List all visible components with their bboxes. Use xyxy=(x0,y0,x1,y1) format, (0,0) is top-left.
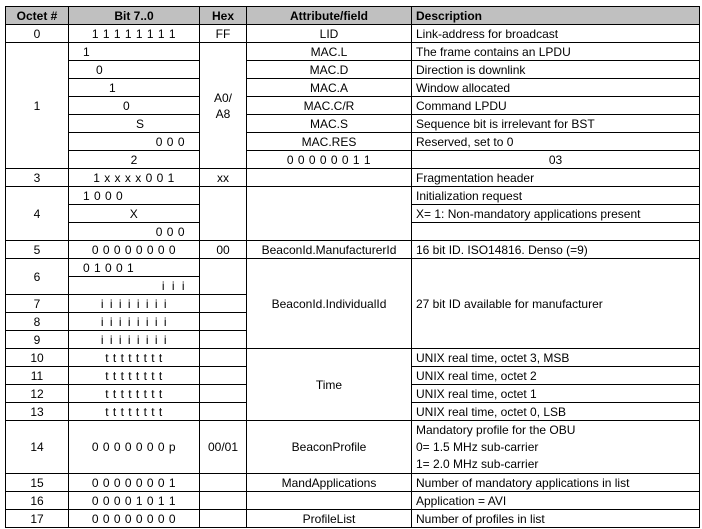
description-cell: 16 bit ID. ISO14816. Denso (=9) xyxy=(412,241,700,259)
table-row xyxy=(6,25,700,43)
hex-cell xyxy=(200,295,247,313)
header-bits: Bit 7..0 xyxy=(69,7,200,25)
bst-frame-table xyxy=(5,6,700,528)
bits-cell: 0 xyxy=(69,97,200,115)
bits-cell: i i i i i i i i xyxy=(69,295,200,313)
hex-cell xyxy=(200,349,247,367)
header-row xyxy=(6,7,700,25)
bits-cell: X xyxy=(69,205,200,223)
hex-cell: FF xyxy=(200,25,247,43)
table-row xyxy=(6,43,700,61)
table-row xyxy=(6,151,700,169)
hex-cell xyxy=(200,259,247,295)
attribute-cell: MAC.RES xyxy=(247,133,412,151)
description-cell xyxy=(412,223,700,241)
hex-cell xyxy=(200,492,247,510)
bits-cell: t t t t t t t t xyxy=(69,367,200,385)
table-row xyxy=(6,133,700,151)
bits-cell: 0 xyxy=(69,61,200,79)
octet-cell: 9 xyxy=(6,331,69,349)
bits-cell: t t t t t t t t xyxy=(69,403,200,421)
hex-cell xyxy=(200,474,247,492)
table-row xyxy=(6,510,700,528)
bst-frame-table-container xyxy=(5,6,700,528)
hex-cell xyxy=(200,331,247,349)
attribute-cell: MAC.A xyxy=(247,79,412,97)
hex-cell: A0/ A8 xyxy=(200,43,247,169)
hex-cell: xx xyxy=(200,169,247,187)
description-cell: Link-address for broadcast xyxy=(412,25,700,43)
table-row xyxy=(6,97,700,115)
table-row xyxy=(6,79,700,97)
octet-cell: 3 xyxy=(6,169,69,187)
attribute-cell: BeaconId.IndividualId xyxy=(247,259,412,349)
hex-cell xyxy=(200,385,247,403)
octet-cell: 14 xyxy=(6,421,69,474)
octet-cell: 16 xyxy=(6,492,69,510)
bits-cell: 0 1 0 0 1 xyxy=(69,259,200,277)
header-attribute: Attribute/field xyxy=(247,7,412,25)
description-cell: Reserved, set to 0 xyxy=(412,133,700,151)
description-cell: The frame contains an LPDU xyxy=(412,43,700,61)
octet-cell: 15 xyxy=(6,474,69,492)
hex-cell xyxy=(200,367,247,385)
bits-cell: i i i xyxy=(69,277,200,295)
octet-cell: 13 xyxy=(6,403,69,421)
octet-cell: 6 xyxy=(6,259,69,295)
bits-cell: 0 0 0 0 1 0 1 1 xyxy=(69,492,200,510)
table-row xyxy=(6,492,700,510)
description-cell: UNIX real time, octet 2 xyxy=(412,367,700,385)
attribute-cell: LID xyxy=(247,25,412,43)
description-cell: Initialization request xyxy=(412,187,700,205)
attribute-cell xyxy=(247,492,412,510)
octet-cell: 7 xyxy=(6,295,69,313)
attribute-cell: ProfileList xyxy=(247,510,412,528)
attribute-cell: Time xyxy=(247,349,412,421)
header-octet: Octet # xyxy=(6,7,69,25)
bits-cell: 0 0 0 xyxy=(69,223,200,241)
bits-cell: t t t t t t t t xyxy=(69,385,200,403)
bits-cell: 1 x x x x 0 0 1 xyxy=(69,169,200,187)
hex-cell: 00 xyxy=(200,241,247,259)
description-cell: Command LPDU xyxy=(412,97,700,115)
description-cell: Number of profiles in list xyxy=(412,510,700,528)
table-row xyxy=(6,474,700,492)
bits-cell: t t t t t t t t xyxy=(69,349,200,367)
description-cell: Mandatory profile for the OBU 0= 1.5 MHz sub-carrier 1= 2.0 MHz sub-carrier xyxy=(412,421,700,474)
table-row xyxy=(6,349,700,367)
attribute-cell: MAC.C/R xyxy=(247,97,412,115)
table-row xyxy=(6,187,700,205)
header-description: Description xyxy=(412,7,700,25)
bits-cell: 0 0 0 0 0 0 1 1 xyxy=(247,151,412,169)
bits-cell: 1 0 0 0 xyxy=(69,187,200,205)
table-row xyxy=(6,259,700,277)
bits-cell: 0 0 0 0 0 0 0 p xyxy=(69,421,200,474)
attribute-cell xyxy=(247,169,412,187)
octet-cell: 17 xyxy=(6,510,69,528)
description-cell: UNIX real time, octet 1 xyxy=(412,385,700,403)
header-hex: Hex xyxy=(200,7,247,25)
description-cell: Application = AVI xyxy=(412,492,700,510)
description-cell: X= 1: Non-mandatory applications present xyxy=(412,205,700,223)
octet-cell: 4 xyxy=(6,187,69,241)
octet-cell: 10 xyxy=(6,349,69,367)
table-row xyxy=(6,61,700,79)
bits-cell: i i i i i i i i xyxy=(69,331,200,349)
hex-cell xyxy=(200,510,247,528)
description-cell: Sequence bit is irrelevant for BST xyxy=(412,115,700,133)
hex-cell: 03 xyxy=(412,151,700,169)
table-row xyxy=(6,241,700,259)
octet-cell: 2 xyxy=(69,151,200,169)
description-cell: UNIX real time, octet 3, MSB xyxy=(412,349,700,367)
hex-cell: 00/01 xyxy=(200,421,247,474)
octet-cell: 5 xyxy=(6,241,69,259)
bits-cell: i i i i i i i i xyxy=(69,313,200,331)
description-cell: 27 bit ID available for manufacturer xyxy=(412,259,700,349)
bits-cell: 1 xyxy=(69,79,200,97)
description-cell: Fragmentation header xyxy=(412,169,700,187)
bits-cell: 1 xyxy=(69,43,200,61)
attribute-cell: MAC.D xyxy=(247,61,412,79)
octet-cell: 12 xyxy=(6,385,69,403)
octet-cell: 0 xyxy=(6,25,69,43)
hex-cell xyxy=(200,313,247,331)
description-cell: Window allocated xyxy=(412,79,700,97)
bits-cell: 0 0 0 xyxy=(69,133,200,151)
attribute-cell: MandApplications xyxy=(247,474,412,492)
octet-cell: 11 xyxy=(6,367,69,385)
bits-cell: 1 1 1 1 1 1 1 1 xyxy=(69,25,200,43)
attribute-cell: MAC.L xyxy=(247,43,412,61)
attribute-cell: BeaconId.ManufacturerId xyxy=(247,241,412,259)
table-row xyxy=(6,169,700,187)
table-row xyxy=(6,421,700,474)
bits-cell: 0 0 0 0 0 0 0 0 xyxy=(69,241,200,259)
hex-cell xyxy=(200,187,247,241)
attribute-cell xyxy=(247,187,412,241)
octet-cell: 1 xyxy=(6,43,69,169)
bits-cell: 0 0 0 0 0 0 0 0 xyxy=(69,510,200,528)
attribute-cell: MAC.S xyxy=(247,115,412,133)
table-row xyxy=(6,115,700,133)
bits-cell: 0 0 0 0 0 0 0 1 xyxy=(69,474,200,492)
description-cell: Direction is downlink xyxy=(412,61,700,79)
bits-cell: S xyxy=(69,115,200,133)
hex-cell xyxy=(200,403,247,421)
description-cell: UNIX real time, octet 0, LSB xyxy=(412,403,700,421)
description-cell: Number of mandatory applications in list xyxy=(412,474,700,492)
attribute-cell: BeaconProfile xyxy=(247,421,412,474)
octet-cell: 8 xyxy=(6,313,69,331)
